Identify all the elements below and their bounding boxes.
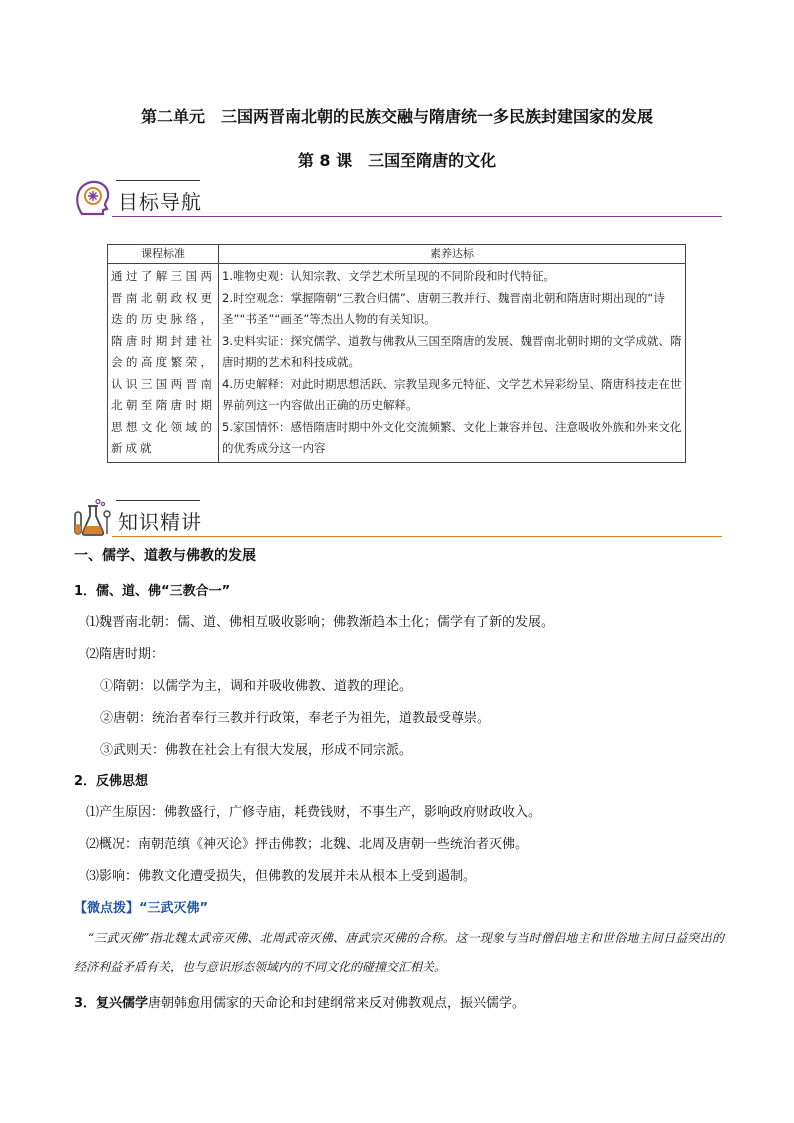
paragraph: ⑴魏晋南北朝：儒、道、佛相互吸收影响；佛教渐趋本土化；儒学有了新的发展。 bbox=[86, 615, 555, 630]
header-top-rule bbox=[116, 500, 200, 501]
tip-tag: 【微点拨】 bbox=[74, 901, 140, 916]
paragraph: ③武则天：佛教在社会上有很大发展，形成不同宗派。 bbox=[100, 743, 413, 758]
literacy-cell bbox=[219, 264, 686, 463]
literacy-item: 4.历史解释：对此时期思想活跃、宗教呈现多元特征、文学艺术异彩纷呈、隋唐科技走在世界前列这一内容做出正确的历史解释。 bbox=[222, 376, 682, 412]
literacy-item: 1.唯物史观：认知宗教、文学艺术所呈现的不同阶段和时代特征。 bbox=[222, 269, 555, 283]
section-title-knowledge: 知识精讲 bbox=[118, 510, 202, 534]
part-heading: 一、儒学、道教与佛教的发展 bbox=[74, 548, 256, 564]
header-top-rule bbox=[116, 180, 200, 181]
sub-heading: 3．复兴儒学 bbox=[74, 996, 149, 1011]
brain-head-icon bbox=[72, 178, 112, 218]
table-header-literacy: 素养达标 bbox=[219, 245, 686, 264]
lesson-title: 第 8 课 三国至隋唐的文化 bbox=[297, 151, 497, 170]
header-bottom-rule bbox=[112, 536, 722, 537]
lab-flask-icon bbox=[72, 498, 112, 538]
tip-title: “三武灭佛” bbox=[139, 901, 209, 916]
paragraph: 唐朝韩愈用儒家的天命论和封建纲常来反对佛教观点，振兴儒学。 bbox=[148, 996, 526, 1011]
table-header-row bbox=[108, 245, 686, 264]
sub-heading: 2．反佛思想 bbox=[74, 774, 149, 789]
table-header-standard: 课程标准 bbox=[108, 245, 219, 264]
tip-note: “三武灭佛”指北魏太武帝灭佛、北周武帝灭佛、唐武宗灭佛的合称。这一现象与当时僧侣地主和世俗地主间日益突出的经济利益矛盾有关，也与意识形态领域内的不同文化的碰撞交汇相关。 bbox=[74, 931, 724, 974]
section-header-goals bbox=[72, 178, 722, 218]
section-header-knowledge bbox=[72, 498, 722, 538]
paragraph: ⑶影响：佛教文化遭受损失，但佛教的发展并未从根本上受到遏制。 bbox=[86, 869, 477, 884]
paragraph: ⑵隋唐时期： bbox=[86, 647, 165, 662]
literacy-item: 3.史料实证：探究儒学、道教与佛教从三国至隋唐的发展、魏晋南北朝时期的文学成就、隋唐时期的艺术和科技成就。 bbox=[222, 333, 682, 369]
paragraph: ⑴产生原因：佛教盛行，广修寺庙，耗费钱财，不事生产，影响政府财政收入。 bbox=[86, 805, 542, 820]
sub-heading-inline bbox=[74, 992, 525, 1011]
sub-heading: 1．儒、道、佛“三教合一” bbox=[74, 584, 231, 599]
paragraph: ①隋朝：以儒学为主，调和并吸收佛教、道教的理论。 bbox=[100, 679, 413, 694]
goals-table bbox=[107, 244, 686, 463]
literacy-item: 2.时空观念：掌握隋朝“三教合归儒”、唐朝三教并行、魏晋南北朝和隋唐时期出现的“诗圣”“书圣”“画圣”等杰出人物的有关知识。 bbox=[222, 290, 665, 326]
section-title-goals: 目标导航 bbox=[118, 190, 202, 214]
literacy-item: 5.家国情怀：感悟隋唐时期中外文化交流频繁、文化上兼容并包、注意吸收外族和外来文化的优秀成分这一内容 bbox=[222, 419, 682, 455]
table-row bbox=[108, 264, 686, 463]
header-bottom-rule bbox=[112, 216, 722, 217]
paragraph: ②唐朝：统治者奉行三教并行政策，奉老子为祖先，道教最受尊崇。 bbox=[100, 711, 491, 726]
paragraph: ⑵概况：南朝范缜《神灭论》抨击佛教；北魏、北周及唐朝一些统治者灭佛。 bbox=[86, 837, 529, 852]
tip-heading bbox=[74, 897, 208, 916]
unit-title: 第二单元 三国两晋南北朝的民族交融与隋唐统一多民族封建国家的发展 bbox=[140, 107, 653, 126]
course-standard-cell: 通过了解三国两晋南北朝政权更迭的历史脉络，隋唐时期封建社会的高度繁荣，认识三国两晋南北朝至隋唐时期思想文化领域的新成就 bbox=[108, 264, 219, 463]
